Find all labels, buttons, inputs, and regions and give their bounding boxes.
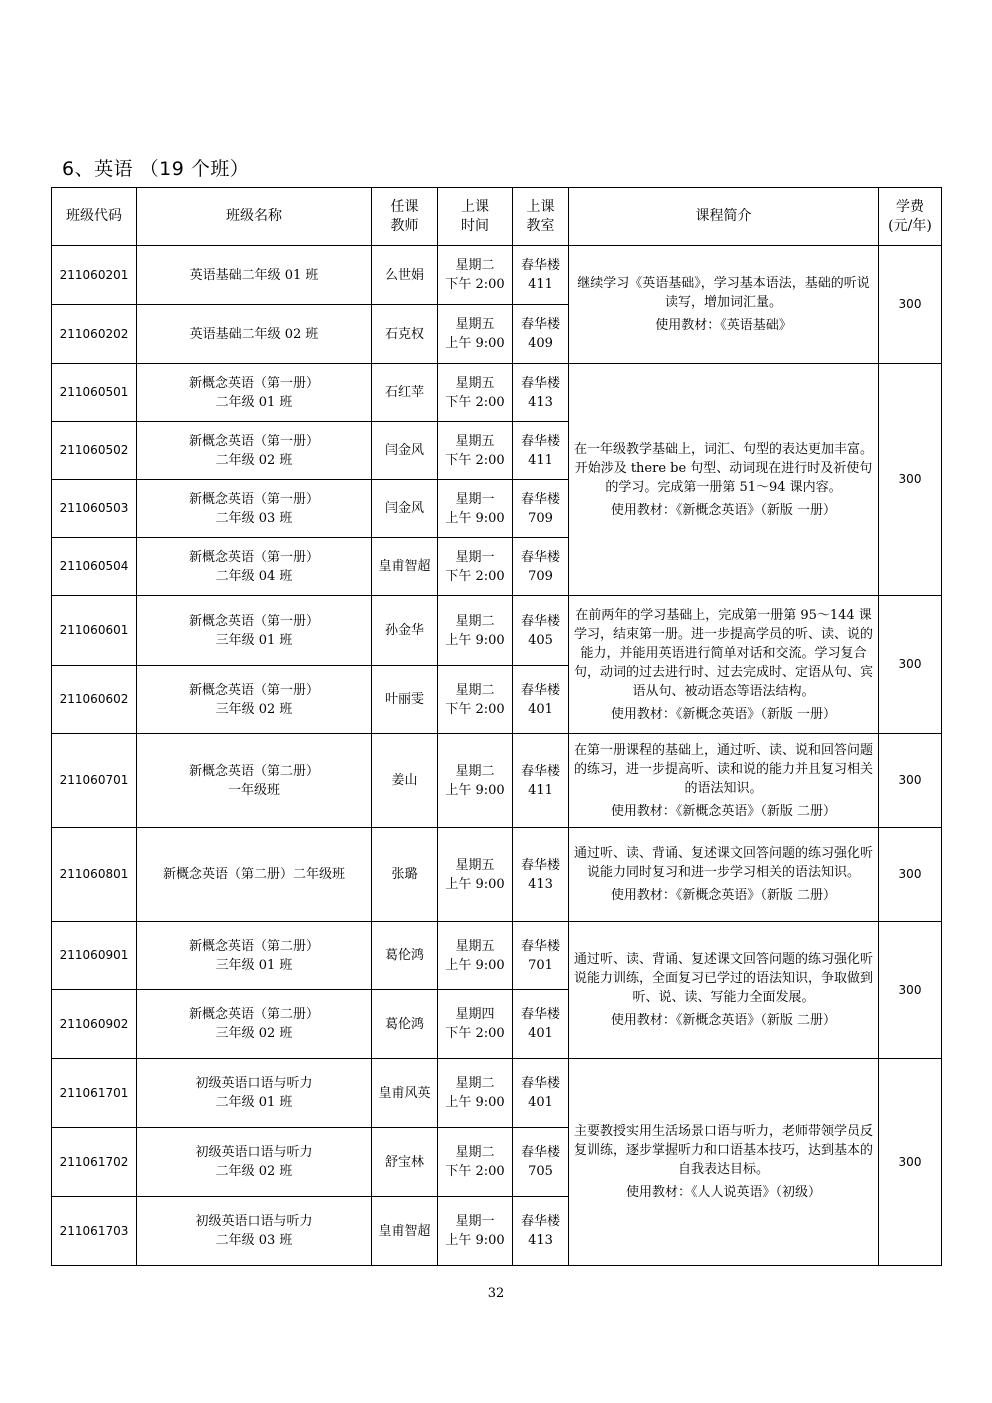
header-room: 上课 教室 <box>513 188 569 246</box>
class-name-line: 二年级 02 班 <box>215 452 293 468</box>
table-row <box>52 1059 942 1128</box>
teacher: 皇甫智超 <box>372 1197 438 1266</box>
class-time-line: 上午 9:00 <box>445 336 505 351</box>
teacher: 皇甫智超 <box>372 538 438 596</box>
classroom <box>513 666 569 734</box>
class-time-line: 上午 9:00 <box>445 1095 505 1110</box>
table-row <box>52 828 942 922</box>
class-time-line: 星期四 <box>455 1007 495 1022</box>
classroom-line: 春华楼 <box>520 258 560 273</box>
classroom-line: 701 <box>528 957 553 973</box>
class-code: 211060801 <box>52 828 137 922</box>
class-name-line: 二年级 03 班 <box>215 1233 293 1248</box>
class-time-line: 上午 9:00 <box>445 510 505 526</box>
classroom-line: 春华楼 <box>520 1007 560 1022</box>
class-time-line: 下午 2:00 <box>445 1026 505 1041</box>
class-time-line: 星期五 <box>455 375 495 391</box>
class-name-line: 二年级 03 班 <box>215 510 293 526</box>
class-name-line: 新概念英语（第一册） <box>188 491 319 507</box>
class-code: 211060602 <box>52 666 137 734</box>
classroom <box>513 828 569 922</box>
classroom-line: 705 <box>528 1164 553 1179</box>
class-name-line: 初级英语口语与听力 <box>195 1076 313 1091</box>
course-intro <box>569 828 879 922</box>
tuition-fee: 300 <box>879 364 942 596</box>
classroom-line: 春华楼 <box>520 491 560 507</box>
class-time <box>438 538 513 596</box>
class-name <box>137 480 372 538</box>
teacher: 么世娟 <box>372 246 438 305</box>
table-row <box>52 246 942 305</box>
tuition-fee: 300 <box>879 246 942 364</box>
classroom-line: 春华楼 <box>520 1076 560 1091</box>
class-time-line: 星期二 <box>455 613 495 629</box>
header-teacher: 任课 教师 <box>372 188 438 246</box>
class-name-line: 一年级班 <box>227 782 280 798</box>
table-row <box>52 922 942 990</box>
course-table <box>51 187 942 1266</box>
class-time-line: 星期五 <box>455 433 495 449</box>
section-title: 6、英语 （19 个班） <box>62 158 250 180</box>
class-time-line: 星期一 <box>455 1214 495 1229</box>
classroom-line: 411 <box>528 452 553 468</box>
class-time <box>438 364 513 422</box>
class-name <box>137 990 372 1059</box>
class-code: 211060504 <box>52 538 137 596</box>
header-row <box>52 188 942 246</box>
header-code: 班级代码 <box>52 188 137 246</box>
class-time <box>438 1197 513 1266</box>
class-time <box>438 305 513 364</box>
class-code: 211061701 <box>52 1059 137 1128</box>
course-textbook: 使用教材：《新概念英语》（新版 二册） <box>610 803 837 819</box>
class-time <box>438 596 513 666</box>
class-name <box>137 666 372 734</box>
table-row <box>52 734 942 828</box>
class-name-line: 三年级 02 班 <box>215 701 293 717</box>
class-time-line: 星期二 <box>455 763 495 779</box>
class-name-line: 新概念英语（第一册） <box>188 613 319 629</box>
classroom-line: 401 <box>528 701 553 717</box>
class-code: 211060201 <box>52 246 137 305</box>
class-name-line: 英语基础二年级 02 班 <box>189 326 319 342</box>
class-name-line: 二年级 01 班 <box>215 394 293 410</box>
class-name-line: 三年级 02 班 <box>215 1026 293 1041</box>
classroom-line: 413 <box>528 876 553 892</box>
classroom-line: 春华楼 <box>520 1145 560 1160</box>
classroom <box>513 1059 569 1128</box>
classroom-line: 春华楼 <box>520 433 560 449</box>
class-time-line: 星期二 <box>455 258 495 273</box>
classroom <box>513 364 569 422</box>
header-intro: 课程简介 <box>569 188 879 246</box>
header-time: 上课 时间 <box>438 188 513 246</box>
teacher: 孙金华 <box>372 596 438 666</box>
class-time <box>438 480 513 538</box>
classroom-line: 春华楼 <box>520 549 560 565</box>
class-time-line: 星期二 <box>455 1076 495 1091</box>
class-name-line: 英语基础二年级 01 班 <box>189 267 319 283</box>
class-code: 211060202 <box>52 305 137 364</box>
classroom-line: 春华楼 <box>520 763 560 779</box>
classroom <box>513 305 569 364</box>
course-description: 通过听、读、背诵、复述课文回答问题的练习强化听说能力同时复习和进一步学习相关的语法知识。 <box>573 846 873 880</box>
class-name-line: 初级英语口语与听力 <box>195 1145 313 1160</box>
classroom-line: 春华楼 <box>520 317 560 332</box>
class-name-line: 二年级 04 班 <box>215 568 293 584</box>
class-time <box>438 422 513 480</box>
teacher: 叶丽雯 <box>372 666 438 734</box>
class-code: 211060502 <box>52 422 137 480</box>
page-number: 32 <box>487 1286 505 1301</box>
class-time-line: 上午 9:00 <box>445 1233 505 1248</box>
classroom-line: 411 <box>528 782 553 798</box>
course-textbook: 使用教材：《新概念英语》（新版 二册） <box>610 888 837 903</box>
course-description: 通过听、读、背诵、复述课文回答问题的练习强化听说能力训练，全面复习已学过的语法知识，争取做到听、说、读、写能力全面发展。 <box>573 952 873 1005</box>
class-name-line: 新概念英语（第一册） <box>188 375 319 391</box>
course-textbook: 使用教材：《人人说英语》（初级） <box>625 1185 821 1200</box>
class-time-line: 上午 9:00 <box>445 632 505 648</box>
classroom <box>513 922 569 990</box>
header-fee: 学费 (元/年) <box>879 188 942 246</box>
class-name <box>137 1128 372 1197</box>
course-intro <box>569 596 879 734</box>
class-name-line: 二年级 02 班 <box>215 1164 293 1179</box>
class-name <box>137 596 372 666</box>
header-name: 班级名称 <box>137 188 372 246</box>
course-textbook: 使用教材：《新概念英语》（新版 二册） <box>610 1013 837 1028</box>
class-time <box>438 1128 513 1197</box>
class-name-line: 新概念英语（第二册） <box>188 763 319 779</box>
class-name-line: 新概念英语（第一册） <box>188 433 319 449</box>
class-name <box>137 538 372 596</box>
class-name-line: 三年级 01 班 <box>215 957 293 973</box>
course-table-body <box>52 246 942 1266</box>
class-name-line: 三年级 01 班 <box>215 632 293 648</box>
class-time-line: 上午 9:00 <box>445 957 505 973</box>
teacher: 姜山 <box>372 734 438 828</box>
class-code: 211060901 <box>52 922 137 990</box>
class-name-line: 新概念英语（第一册） <box>188 549 319 565</box>
class-time-line: 星期五 <box>455 317 495 332</box>
classroom <box>513 990 569 1059</box>
class-time-line: 下午 2:00 <box>445 394 505 410</box>
class-code: 211060601 <box>52 596 137 666</box>
course-textbook: 使用教材：《新概念英语》（新版 一册） <box>610 502 837 518</box>
classroom-line: 411 <box>528 277 553 292</box>
classroom-line: 春华楼 <box>520 857 560 873</box>
classroom <box>513 1128 569 1197</box>
classroom-line: 春华楼 <box>520 613 560 629</box>
class-time <box>438 990 513 1059</box>
course-textbook: 使用教材：《英语基础》 <box>655 318 792 333</box>
class-code: 211060503 <box>52 480 137 538</box>
course-intro <box>569 246 879 364</box>
classroom-line: 401 <box>528 1095 553 1110</box>
classroom <box>513 596 569 666</box>
class-time-line: 星期二 <box>455 1145 495 1160</box>
classroom-line: 413 <box>528 394 553 410</box>
class-name <box>137 1059 372 1128</box>
course-textbook: 使用教材：《新概念英语》（新版 一册） <box>610 706 837 722</box>
classroom-line: 709 <box>528 510 553 526</box>
class-name <box>137 922 372 990</box>
course-intro <box>569 734 879 828</box>
class-time-line: 星期一 <box>455 549 495 565</box>
classroom-line: 401 <box>528 1026 553 1041</box>
teacher: 闫金风 <box>372 480 438 538</box>
teacher: 闫金风 <box>372 422 438 480</box>
class-name <box>137 364 372 422</box>
class-time-line: 星期一 <box>455 491 495 507</box>
tuition-fee: 300 <box>879 922 942 1059</box>
classroom-line: 春华楼 <box>520 375 560 391</box>
class-name <box>137 305 372 364</box>
teacher: 舒宝林 <box>372 1128 438 1197</box>
class-time-line: 上午 9:00 <box>445 876 505 892</box>
class-code: 211060701 <box>52 734 137 828</box>
class-time-line: 星期五 <box>455 938 495 954</box>
teacher: 葛伦鸿 <box>372 922 438 990</box>
classroom-line: 405 <box>528 632 553 648</box>
class-name <box>137 734 372 828</box>
tuition-fee: 300 <box>879 828 942 922</box>
teacher: 皇甫风英 <box>372 1059 438 1128</box>
course-description: 在一年级教学基础上，词汇、句型的表达更加丰富。开始涉及 there be 句型、动词现在进行时及祈使句的学习。完成第一册第 51～94 课内容。 <box>573 441 873 495</box>
course-intro <box>569 1059 879 1266</box>
teacher: 张璐 <box>372 828 438 922</box>
class-name-line: 二年级 01 班 <box>215 1095 293 1110</box>
course-intro <box>569 364 879 596</box>
class-name-line: 初级英语口语与听力 <box>195 1214 313 1229</box>
classroom-line: 709 <box>528 568 553 584</box>
class-name-line: 新概念英语（第二册）二年级班 <box>162 867 345 882</box>
class-time-line: 星期二 <box>455 682 495 698</box>
classroom-line: 春华楼 <box>520 682 560 698</box>
class-time-line: 下午 2:00 <box>445 277 505 292</box>
course-description: 在前两年的学习基础上，完成第一册第 95～144 课学习，结束第一册。进一步提高学员的听、读、说的能力，并能用英语进行简单对话和交流。学习复合句，动词的过去进行时、过去完成时、定语从句、宾语从句、被动语态等语法结构。 <box>573 607 873 699</box>
class-time-line: 上午 9:00 <box>445 782 505 798</box>
classroom-line: 春华楼 <box>520 938 560 954</box>
class-name-line: 新概念英语（第二册） <box>188 1007 319 1022</box>
class-time <box>438 734 513 828</box>
class-name <box>137 246 372 305</box>
class-code: 211061703 <box>52 1197 137 1266</box>
class-time-line: 下午 2:00 <box>445 568 505 584</box>
teacher: 葛伦鸿 <box>372 990 438 1059</box>
class-code: 211060902 <box>52 990 137 1059</box>
class-time <box>438 922 513 990</box>
class-time <box>438 828 513 922</box>
classroom <box>513 1197 569 1266</box>
class-name-line: 新概念英语（第二册） <box>188 938 319 954</box>
course-description: 主要教授实用生活场景口语与听力，老师带领学员反复训练，逐步掌握听力和口语基本技巧，达到基本的自我表达目标。 <box>573 1124 873 1177</box>
class-name-line: 新概念英语（第一册） <box>188 682 319 698</box>
class-time <box>438 666 513 734</box>
tuition-fee: 300 <box>879 1059 942 1266</box>
classroom-line: 409 <box>528 336 553 351</box>
classroom <box>513 422 569 480</box>
table-row <box>52 596 942 666</box>
class-name <box>137 828 372 922</box>
course-intro <box>569 922 879 1059</box>
tuition-fee: 300 <box>879 734 942 828</box>
table-row <box>52 364 942 422</box>
classroom <box>513 734 569 828</box>
classroom-line: 春华楼 <box>520 1214 560 1229</box>
teacher: 石红苹 <box>372 364 438 422</box>
course-description: 在第一册课程的基础上，通过听、读、说和回答问题的练习，进一步提高听、读和说的能力并且复习相关的语法知识。 <box>573 742 873 796</box>
class-time-line: 下午 2:00 <box>445 452 505 468</box>
class-code: 211061702 <box>52 1128 137 1197</box>
class-time-line: 下午 2:00 <box>445 701 505 717</box>
class-time <box>438 1059 513 1128</box>
teacher: 石克权 <box>372 305 438 364</box>
class-time-line: 星期五 <box>455 857 495 873</box>
class-name <box>137 1197 372 1266</box>
class-name <box>137 422 372 480</box>
class-code: 211060501 <box>52 364 137 422</box>
classroom <box>513 480 569 538</box>
classroom <box>513 246 569 305</box>
classroom-line: 413 <box>528 1233 553 1248</box>
classroom <box>513 538 569 596</box>
course-description: 继续学习《英语基础》，学习基本语法，基础的听说读写，增加词汇量。 <box>577 276 870 310</box>
tuition-fee: 300 <box>879 596 942 734</box>
class-time <box>438 246 513 305</box>
class-time-line: 下午 2:00 <box>445 1164 505 1179</box>
